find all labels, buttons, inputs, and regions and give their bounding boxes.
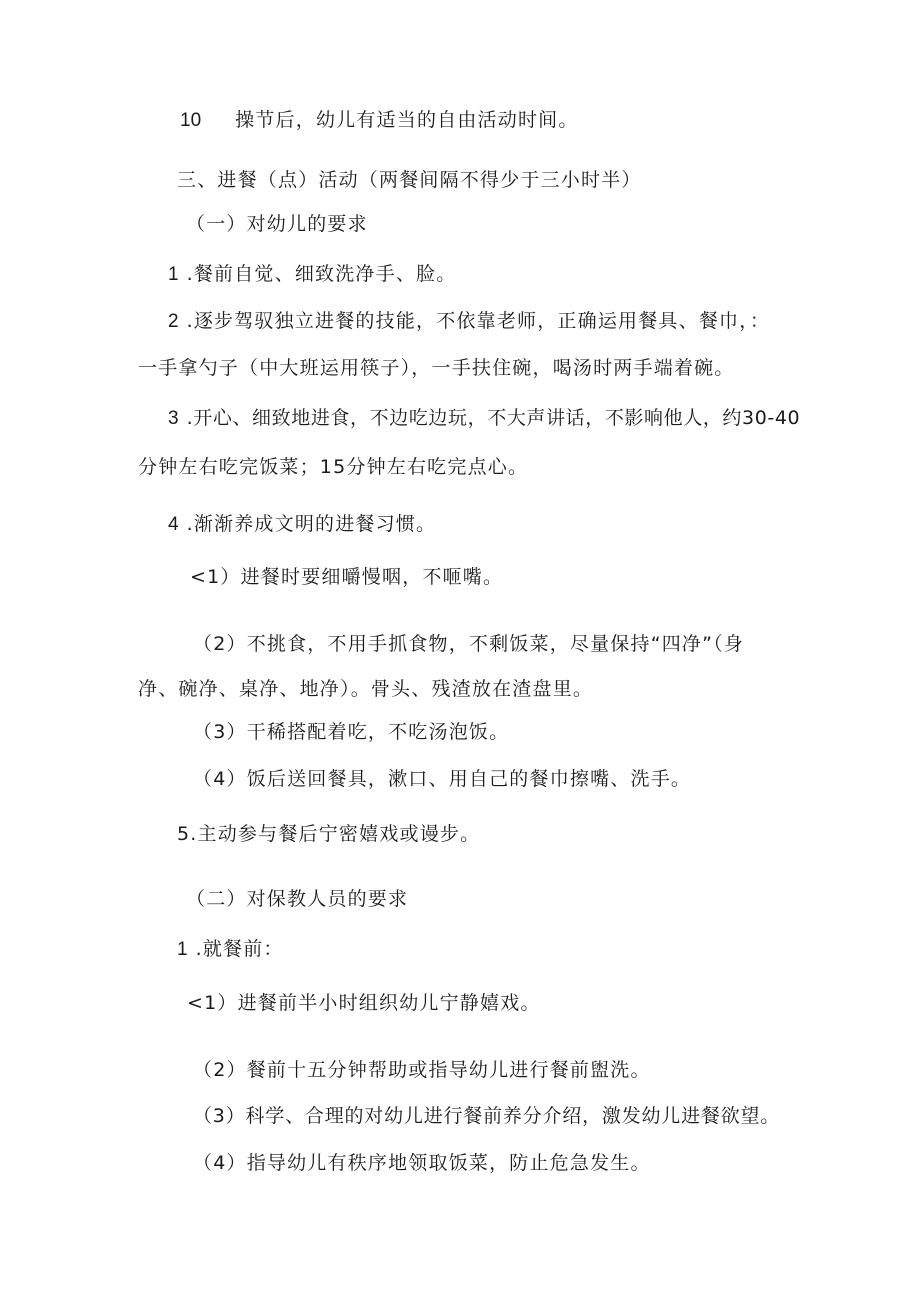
- item-1-wash-hands: [168, 262, 456, 287]
- sub-item-4-return-utensils: （4）饭后送回餐具，漱口、用自己的餐巾擦嘴、洗手。: [193, 768, 692, 790]
- staff-sub-item-2-handwashing: （2）餐前十五分钟帮助或指导幼儿进行餐前盥洗。: [193, 1059, 651, 1081]
- section-heading-meals: 三、进餐（点）活动（两餐间隔不得少于三小时半）: [177, 169, 642, 191]
- paragraph-text: 操节后，幼儿有适当的自由活动时间。: [235, 109, 579, 131]
- item-number: 1: [168, 264, 179, 285]
- item-3-continuation: 分钟左右吃完饭菜；15分钟左右吃完点心。: [138, 456, 529, 478]
- subsection-heading-children: （一）对幼儿的要求: [186, 213, 368, 235]
- item-text: .渐渐养成文明的进餐习惯。: [186, 513, 437, 535]
- item-text: .开心、细致地进食，不边吃边玩，不大声讲话，不影响他人，约30-40: [186, 407, 801, 429]
- item-number: 4: [168, 514, 179, 535]
- paragraph-number: 10: [180, 110, 202, 131]
- sub-item-2-continuation: 净、碗净、桌净、地净）。骨头、残渣放在渣盘里。: [138, 678, 594, 700]
- paragraph-10-activity-time: [180, 108, 579, 133]
- sub-item-1-chew-slowly: <1）进餐时要细嚼慢咽，不咂嘴。: [190, 566, 504, 588]
- item-text: .就餐前：: [195, 938, 284, 960]
- item-2-continuation: 一手拿勺子（中大班运用筷子），一手扶住碗，喝汤时两手端着碗。: [138, 357, 735, 379]
- item-text: .逐步驾驭独立进餐的技能，不依靠老师，正确运用餐具、餐巾，：: [186, 310, 771, 332]
- staff-sub-item-3-nutrition-intro: （3）科学、合理的对幼儿进行餐前养分介绍，激发幼儿进餐欲望。: [193, 1105, 781, 1127]
- subsection-heading-staff: （二）对保教人员的要求: [186, 888, 409, 910]
- item-number: 2: [168, 311, 179, 332]
- staff-sub-item-1-quiet-play: <1）进餐前半小时组织幼儿宁静嬉戏。: [187, 992, 541, 1014]
- item-2-eating-skills: [168, 309, 770, 334]
- sub-item-2-no-picky-eating: （2）不挑食，不用手抓食物，不剩饭菜，尽量保持“四净”（身: [193, 633, 745, 655]
- sub-item-3-mix-dry-and-liquid: （3）干稀搭配着吃，不吃汤泡饭。: [193, 721, 510, 743]
- item-text: .餐前自觉、细致洗净手、脸。: [186, 263, 457, 285]
- item-5-after-meal-activity: 5.主动参与餐后宁密嬉戏或谩步。: [177, 823, 481, 845]
- staff-item-1-before-meal: [177, 937, 284, 962]
- staff-sub-item-4-orderly-serving: （4）指导幼儿有秩序地领取饭菜，防止危急发生。: [193, 1152, 651, 1174]
- item-number: 3: [168, 408, 179, 429]
- item-number: 1: [177, 939, 188, 960]
- item-3-eat-attentively: [168, 406, 800, 431]
- item-4-civilized-habits: [168, 512, 436, 537]
